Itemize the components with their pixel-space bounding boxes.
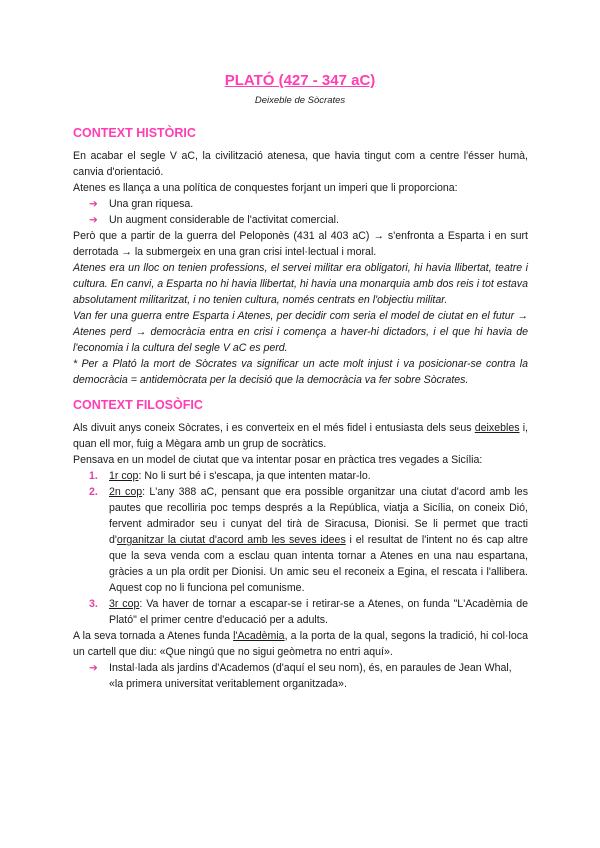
section-historic [73, 126, 528, 388]
list-item [89, 468, 528, 484]
list-item-text: Un augment considerable de l'activitat comercial. [109, 214, 339, 226]
list-item [89, 484, 528, 596]
paragraph: En acabar el segle V aC, la civilització atenesa, que havia tingut com a centre l'ésser humà, canvia d'orientació. [73, 150, 528, 178]
paragraph [73, 628, 528, 660]
underlined-text: deixebles [474, 422, 520, 434]
paragraph [73, 420, 528, 452]
paragraph: Però que a partir de la guerra del Peloponès (431 al 403 aC) → s'enfronta a Esparta i en surt derrotada → la submergeix en una gran crisi intel·lectual i moral. [73, 230, 528, 258]
list-item-text: i el resultat de l'intent no és cap altre que la seva venda com a esclau quan intenta tornar a Atenes en una nau espartana, gràcies a un pla ordit per Dionisi. Un amic seu el reconeix a Egina, el rescata i l'allibera. Aquest cop no li funciona pel comunisme. [109, 534, 528, 594]
list-item [89, 660, 528, 692]
list-item [89, 196, 528, 212]
list-number: 3. [89, 598, 98, 610]
list-item-lead: 2n cop [109, 486, 143, 498]
list-number: 2. [89, 486, 98, 498]
numbered-list [73, 468, 528, 628]
list-item [89, 212, 528, 228]
paragraph: * Per a Plató la mort de Sòcrates va significar un acte molt injust i va posicionar-se contra la democràcia = antidemòcrata per la decisió que la democràcia va fer sobre Sòcrates. [73, 358, 528, 386]
list-item-text: : Va haver de tornar a escapar-se i retirar-se a Atenes, on funda "L'Acadèmia de Plató" el primer centre d'educació per a adults. [109, 598, 528, 626]
underlined-text: organitzar la ciutat d'acord amb les seves idees [116, 534, 346, 546]
section-heading-filosofic: CONTEXT FILOSÒFIC [73, 398, 203, 412]
paragraph: Atenes era un lloc on tenien professions, el servei militar era obligatori, hi havia llibertat, teatre i cultura. En canvi, a Esparta no hi havia llibertat, hi havia una monarquia amb dos reis i tot estava absolutament militaritzat, i no tenien cultura, només centrats en l'objectiu militar. [73, 262, 528, 306]
list-item-lead: 3r cop [109, 598, 140, 610]
page-title: PLATÓ (427 - 347 aC) [224, 72, 376, 89]
list-item-text: Instal·lada als jardins d'Academos (d'aquí el seu nom), és, en paraules de Jean Whal, «la primera universitat veritablement organitzada». [109, 662, 512, 690]
text-run: , a la porta de la qual, segons la tradició, hi col·loca un cartell que diu: «Que ningú que no sigui geòmetra no entri aquí». [73, 630, 528, 658]
text-run: A la seva tornada a Atenes funda [73, 630, 234, 642]
list-item-text: : L'any 388 aC, pensant que era possible organitzar una ciutat d'acord amb les pautes que recolliria poc temps després a la República, viatja a Sicília, on coneix Dió, fervent admirador seu i cunyat del tirà de Siracusa, Dionisi. Se li permet que tracti d' [109, 486, 528, 546]
list-item-text: : No li surt bé i s'escapa, ja que intenten matar-lo. [138, 470, 371, 482]
arrow-right-icon: ➔ [89, 198, 98, 210]
text-run: i, quan ell mor, fuig a Mègara amb un grup de socràtics. [73, 422, 529, 450]
bullet-list [73, 660, 528, 692]
underlined-text: l'Acadèmia [233, 630, 285, 642]
section-filosofic [73, 398, 528, 692]
section-heading-historic: CONTEXT HISTÒRIC [73, 126, 196, 140]
bullet-list [73, 196, 528, 228]
list-item [89, 596, 528, 628]
arrow-right-icon: ➔ [89, 214, 98, 226]
paragraph: Van fer una guerra entre Esparta i Atenes, per decidir com seria el model de ciutat en el futur → Atenes perd → democràcia entra en crisi i comença a haver-hi dictadors, i el que hi havia de l'economia i la cultura del segle V aC es perd. [73, 310, 528, 354]
paragraph: Atenes es llança a una política de conquestes forjant un imperi que li proporciona: [73, 182, 458, 194]
arrow-right-icon: ➔ [89, 662, 98, 674]
list-item-lead: 1r cop [109, 470, 139, 482]
list-item-text: Una gran riquesa. [109, 198, 194, 210]
page-subtitle: Deixeble de Sòcrates [254, 95, 346, 106]
list-number: 1. [89, 470, 98, 482]
text-run: Als divuit anys coneix Sòcrates, i es converteix en el més fidel i entusiasta dels seus [73, 422, 475, 434]
paragraph: Pensava en un model de ciutat que va intentar posar en pràctica tres vegades a Sicília: [73, 454, 483, 466]
